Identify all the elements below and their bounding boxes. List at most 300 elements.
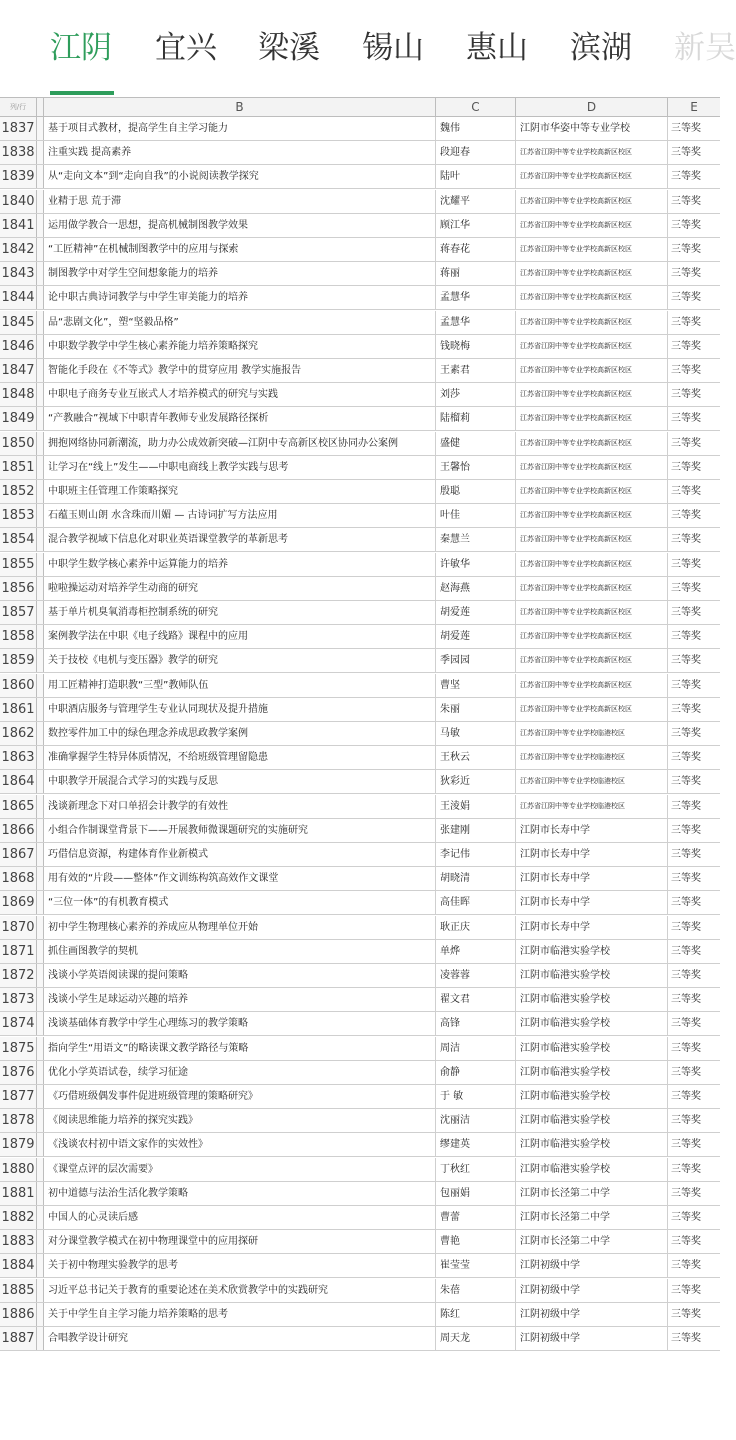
cell-author[interactable]: 丁秋红 xyxy=(436,1158,516,1181)
cell-author[interactable]: 段迎春 xyxy=(436,141,516,164)
cell-title[interactable]: 用有效的“片段——整体”作文训练构筑高效作文课堂 xyxy=(44,867,436,890)
cell-unit[interactable]: 江阴市长寿中学 xyxy=(516,916,668,939)
cell-author[interactable]: 高锋 xyxy=(436,1012,516,1035)
row-number[interactable]: 1879 xyxy=(0,1133,37,1156)
table-row[interactable] xyxy=(0,891,720,915)
cell-author[interactable]: 缪建英 xyxy=(436,1133,516,1156)
cell-title[interactable]: 指向学生“用语文”的略读课文教学路径与策略 xyxy=(44,1037,436,1060)
cell-unit[interactable]: 江苏省江阴中等专业学校临港校区 xyxy=(516,746,668,769)
cell-title[interactable]: 浅谈小学生足球运动兴趣的培养 xyxy=(44,988,436,1011)
row-number[interactable]: 1876 xyxy=(0,1061,37,1084)
tab-1[interactable]: 宜兴 xyxy=(155,30,217,66)
cell-award[interactable]: 三等奖 xyxy=(671,776,701,788)
table-row[interactable] xyxy=(0,601,720,625)
cell-award[interactable]: 三等奖 xyxy=(671,413,701,425)
cell-title[interactable]: 让学习在“线上”发生——中职电商线上教学实践与思考 xyxy=(44,456,436,479)
cell-author[interactable]: 曹蕾 xyxy=(436,1206,516,1229)
table-row[interactable] xyxy=(0,1327,720,1351)
cell-title[interactable]: 智能化手段在《不等式》教学中的贯穿应用 教学实施报告 xyxy=(44,359,436,382)
cell-author[interactable]: 沈耀平 xyxy=(436,190,516,213)
cell-award[interactable]: 三等奖 xyxy=(671,1308,701,1320)
table-row[interactable] xyxy=(0,746,720,770)
cell-award[interactable]: 三等奖 xyxy=(671,897,701,909)
cell-award[interactable]: 三等奖 xyxy=(671,1115,701,1127)
cell-award[interactable]: 三等奖 xyxy=(671,534,701,546)
row-number[interactable]: 1866 xyxy=(0,819,37,842)
cell-author[interactable]: 孟慧华 xyxy=(436,311,516,334)
cell-title[interactable]: 石蕴玉则山朗 水含珠而川媚 — 古诗词扩写方法应用 xyxy=(44,504,436,527)
row-number[interactable]: 1850 xyxy=(0,432,37,455)
cell-title[interactable]: 关于中学生自主学习能力培养策略的思考 xyxy=(44,1303,436,1326)
tab-4[interactable]: 惠山 xyxy=(466,30,528,66)
row-number[interactable]: 1847 xyxy=(0,359,37,382)
table-row[interactable] xyxy=(0,262,720,286)
row-number[interactable]: 1859 xyxy=(0,649,37,672)
cell-unit[interactable]: 江苏省江阴中等专业学校高新区校区 xyxy=(516,190,668,213)
cell-award[interactable]: 三等奖 xyxy=(671,728,701,739)
cell-title[interactable]: 注重实践 提高素养 xyxy=(44,141,436,164)
cell-author[interactable]: 胡爱莲 xyxy=(436,601,516,624)
cell-title[interactable]: 基于项目式教材，提高学生自主学习能力 xyxy=(44,117,436,140)
cell-author[interactable]: 耿正庆 xyxy=(436,916,516,939)
cell-award[interactable]: 三等奖 xyxy=(671,558,701,570)
cell-unit[interactable]: 江阴市长泾第二中学 xyxy=(516,1182,668,1205)
cell-title[interactable]: 关于初中物理实验教学的思考 xyxy=(44,1254,436,1277)
cell-title[interactable]: 基于单片机臭氧消毒柜控制系统的研究 xyxy=(44,601,436,624)
cell-award[interactable]: 三等奖 xyxy=(671,123,701,134)
cell-author[interactable]: 胡晓清 xyxy=(436,867,516,890)
cell-unit[interactable]: 江苏省江阴中等专业学校高新区校区 xyxy=(516,601,668,624)
cell-author[interactable]: 马敏 xyxy=(436,722,516,745)
corner-cell[interactable]: 列/行 xyxy=(0,98,37,116)
cell-unit[interactable]: 江阴市临港实验学校 xyxy=(516,964,668,987)
cell-award[interactable]: 三等奖 xyxy=(671,703,701,715)
cell-title[interactable]: 从“走向文本”到“走向自我”的小说阅读教学探究 xyxy=(44,165,436,188)
cell-author[interactable]: 周洁 xyxy=(436,1037,516,1060)
cell-unit[interactable]: 江苏省江阴中等专业学校高新区校区 xyxy=(516,456,668,479)
cell-unit[interactable]: 江苏省江阴中等专业学校高新区校区 xyxy=(516,480,668,503)
row-number[interactable]: 1867 xyxy=(0,843,37,866)
table-row[interactable] xyxy=(0,238,720,262)
row-number[interactable]: 1843 xyxy=(0,262,37,285)
table-row[interactable] xyxy=(0,1182,720,1206)
cell-unit[interactable]: 江阴市临港实验学校 xyxy=(516,1158,668,1181)
table-row[interactable] xyxy=(0,674,720,698)
cell-unit[interactable]: 江苏省江阴中等专业学校高新区校区 xyxy=(516,141,668,164)
row-number[interactable]: 1845 xyxy=(0,311,37,334)
cell-author[interactable]: 陈红 xyxy=(436,1303,516,1326)
row-number[interactable]: 1873 xyxy=(0,988,37,1011)
cell-unit[interactable]: 江阴初级中学 xyxy=(516,1303,668,1326)
table-row[interactable] xyxy=(0,770,720,794)
row-number[interactable]: 1855 xyxy=(0,553,37,576)
cell-unit[interactable]: 江阴市临港实验学校 xyxy=(516,1061,668,1084)
cell-award[interactable]: 三等奖 xyxy=(671,244,701,255)
row-number[interactable]: 1862 xyxy=(0,722,37,745)
cell-author[interactable]: 蒋丽 xyxy=(436,262,516,285)
cell-unit[interactable]: 江阴初级中学 xyxy=(516,1327,668,1350)
table-row[interactable] xyxy=(0,1012,720,1036)
row-number[interactable]: 1882 xyxy=(0,1206,37,1229)
cell-author[interactable]: 钱晓梅 xyxy=(436,335,516,358)
cell-unit[interactable]: 江苏省江阴中等专业学校高新区校区 xyxy=(516,214,668,237)
table-row[interactable] xyxy=(0,504,720,528)
cell-title[interactable]: 习近平总书记关于教育的重要论述在美术欣赏教学中的实践研究 xyxy=(44,1279,436,1302)
table-row[interactable] xyxy=(0,141,720,165)
cell-award[interactable]: 三等奖 xyxy=(671,655,701,667)
cell-award[interactable]: 三等奖 xyxy=(671,1018,701,1030)
cell-title[interactable]: 论中职古典诗词教学与中学生审美能力的培养 xyxy=(44,286,436,309)
cell-unit[interactable]: 江苏省江阴中等专业学校高新区校区 xyxy=(516,577,668,600)
row-number[interactable]: 1877 xyxy=(0,1085,37,1108)
cell-title[interactable]: 中国人的心灵读后感 xyxy=(44,1206,436,1229)
cell-award[interactable]: 三等奖 xyxy=(671,921,701,933)
cell-author[interactable]: 孟慧华 xyxy=(436,286,516,309)
table-row[interactable] xyxy=(0,383,720,407)
cell-award[interactable]: 三等奖 xyxy=(671,970,701,981)
row-number[interactable]: 1869 xyxy=(0,891,37,914)
table-row[interactable] xyxy=(0,1133,720,1157)
table-row[interactable] xyxy=(0,335,720,359)
table-row[interactable] xyxy=(0,528,720,552)
cell-award[interactable]: 三等奖 xyxy=(671,824,701,836)
cell-title[interactable]: 中职学生数学核心素养中运算能力的培养 xyxy=(44,553,436,576)
row-number[interactable]: 1864 xyxy=(0,770,37,793)
cell-author[interactable]: 俞静 xyxy=(436,1061,516,1084)
cell-title[interactable]: 《巧借班级偶发事件促进班级管理的策略研究》 xyxy=(44,1085,436,1108)
cell-title[interactable]: 小组合作制课堂背景下——开展教师微课题研究的实施研究 xyxy=(44,819,436,842)
row-number[interactable]: 1858 xyxy=(0,625,37,648)
row-number[interactable]: 1856 xyxy=(0,577,37,600)
cell-title[interactable]: 数控零件加工中的绿色理念养成思政教学案例 xyxy=(44,722,436,745)
table-row[interactable] xyxy=(0,1206,720,1230)
cell-award[interactable]: 三等奖 xyxy=(671,171,701,183)
row-number[interactable]: 1853 xyxy=(0,504,37,527)
row-number[interactable]: 1841 xyxy=(0,214,37,237)
cell-title[interactable]: 中职教学开展混合式学习的实践与反思 xyxy=(44,770,436,793)
table-row[interactable] xyxy=(0,117,720,141)
cell-author[interactable]: 李记伟 xyxy=(436,843,516,866)
cell-award[interactable]: 三等奖 xyxy=(671,631,701,643)
cell-title[interactable]: 合唱教学设计研究 xyxy=(44,1327,436,1350)
row-number[interactable]: 1883 xyxy=(0,1230,37,1253)
row-number[interactable]: 1884 xyxy=(0,1254,37,1277)
cell-title[interactable]: 品“悲剧文化”，塑“坚毅品格” xyxy=(44,311,436,334)
cell-title[interactable]: 啦啦操运动对培养学生动商的研究 xyxy=(44,577,436,600)
cell-award[interactable]: 三等奖 xyxy=(671,1163,701,1175)
table-row[interactable] xyxy=(0,214,720,238)
cell-author[interactable]: 张建刚 xyxy=(436,819,516,842)
row-number[interactable]: 1868 xyxy=(0,867,37,890)
cell-unit[interactable]: 江苏省江阴中等专业学校临港校区 xyxy=(516,722,668,745)
table-row[interactable] xyxy=(0,480,720,504)
cell-author[interactable]: 朱丽 xyxy=(436,698,516,721)
cell-unit[interactable]: 江阴市长寿中学 xyxy=(516,819,668,842)
table-row[interactable] xyxy=(0,553,720,577)
cell-author[interactable]: 叶佳 xyxy=(436,504,516,527)
row-number[interactable]: 1848 xyxy=(0,383,37,406)
cell-author[interactable]: 殷聪 xyxy=(436,480,516,503)
cell-author[interactable]: 王馨怡 xyxy=(436,456,516,479)
cell-unit[interactable]: 江阴市临港实验学校 xyxy=(516,940,668,963)
table-row[interactable] xyxy=(0,867,720,891)
cell-unit[interactable]: 江苏省江阴中等专业学校高新区校区 xyxy=(516,311,668,334)
cell-unit[interactable]: 江苏省江阴中等专业学校高新区校区 xyxy=(516,625,668,648)
cell-unit[interactable]: 江阴市长寿中学 xyxy=(516,843,668,866)
cell-author[interactable]: 周天龙 xyxy=(436,1327,516,1350)
table-row[interactable] xyxy=(0,432,720,456)
table-row[interactable] xyxy=(0,1303,720,1327)
row-number[interactable]: 1838 xyxy=(0,141,37,164)
cell-title[interactable]: 中职数学教学中学生核心素养能力培养策略探究 xyxy=(44,335,436,358)
table-row[interactable] xyxy=(0,1109,720,1133)
cell-award[interactable]: 三等奖 xyxy=(671,486,701,497)
cell-title[interactable]: 用工匠精神打造职教“三型”教师队伍 xyxy=(44,674,436,697)
cell-author[interactable]: 刘莎 xyxy=(436,383,516,406)
cell-award[interactable]: 三等奖 xyxy=(671,873,701,885)
cell-title[interactable]: 拥抱网络协同新潮流，助力办公成效新突破—江阴中专高新区校区协同办公案例 xyxy=(44,432,436,455)
cell-author[interactable]: 沈丽洁 xyxy=(436,1109,516,1132)
row-number[interactable]: 1839 xyxy=(0,165,37,188)
cell-award[interactable]: 三等奖 xyxy=(671,994,701,1006)
cell-unit[interactable]: 江苏省江阴中等专业学校高新区校区 xyxy=(516,407,668,430)
cell-award[interactable]: 三等奖 xyxy=(671,365,701,376)
table-row[interactable] xyxy=(0,1279,720,1303)
cell-unit[interactable]: 江阴市长泾第二中学 xyxy=(516,1230,668,1253)
cell-award[interactable]: 三等奖 xyxy=(671,461,701,473)
cell-title[interactable]: 初中学生物理核心素养的养成应从物理单位开始 xyxy=(44,916,436,939)
cell-author[interactable]: 曹坚 xyxy=(436,674,516,697)
cell-author[interactable]: 蒋春花 xyxy=(436,238,516,261)
cell-unit[interactable]: 江苏省江阴中等专业学校高新区校区 xyxy=(516,383,668,406)
cell-unit[interactable]: 江阴市华姿中等专业学校 xyxy=(516,117,668,140)
cell-author[interactable]: 王素君 xyxy=(436,359,516,382)
cell-unit[interactable]: 江苏省江阴中等专业学校高新区校区 xyxy=(516,553,668,576)
cell-unit[interactable]: 江苏省江阴中等专业学校高新区校区 xyxy=(516,238,668,261)
column-header-b[interactable]: B xyxy=(44,98,436,116)
cell-title[interactable]: “产教融合”视域下中职青年教师专业发展路径探析 xyxy=(44,407,436,430)
cell-award[interactable]: 三等奖 xyxy=(671,1042,701,1054)
cell-author[interactable]: 顾江华 xyxy=(436,214,516,237)
cell-author[interactable]: 许敏华 xyxy=(436,553,516,576)
table-row[interactable] xyxy=(0,722,720,746)
table-row[interactable] xyxy=(0,795,720,819)
cell-author[interactable]: 陆榴莉 xyxy=(436,407,516,430)
tab-3[interactable]: 锡山 xyxy=(362,30,424,66)
cell-title[interactable]: 运用做学教合一思想，提高机械制图教学效果 xyxy=(44,214,436,237)
cell-unit[interactable]: 江苏省江阴中等专业学校高新区校区 xyxy=(516,698,668,721)
cell-award[interactable]: 三等奖 xyxy=(671,510,701,522)
table-row[interactable] xyxy=(0,407,720,431)
cell-author[interactable]: 王淩娟 xyxy=(436,795,516,818)
cell-title[interactable]: 浅谈新理念下对口单招会计教学的有效性 xyxy=(44,795,436,818)
cell-award[interactable]: 三等奖 xyxy=(671,582,701,594)
cell-author[interactable]: 胡爱莲 xyxy=(436,625,516,648)
table-row[interactable] xyxy=(0,625,720,649)
row-number[interactable]: 1854 xyxy=(0,528,37,551)
row-number[interactable]: 1880 xyxy=(0,1158,37,1181)
row-number[interactable]: 1849 xyxy=(0,407,37,430)
cell-title[interactable]: 案例教学法在中职《电子线路》课程中的应用 xyxy=(44,625,436,648)
cell-title[interactable]: 《阅读思维能力培养的探究实践》 xyxy=(44,1109,436,1132)
table-row[interactable] xyxy=(0,359,720,383)
cell-author[interactable]: 高佳晖 xyxy=(436,891,516,914)
cell-title[interactable]: “三位一体”的有机教育模式 xyxy=(44,891,436,914)
table-row[interactable] xyxy=(0,190,720,214)
cell-title[interactable]: 浅谈小学英语阅读课的提问策略 xyxy=(44,964,436,987)
cell-author[interactable]: 曹艳 xyxy=(436,1230,516,1253)
cell-unit[interactable]: 江阴市临港实验学校 xyxy=(516,1037,668,1060)
table-row[interactable] xyxy=(0,988,720,1012)
cell-unit[interactable]: 江苏省江阴中等专业学校临港校区 xyxy=(516,795,668,818)
table-row[interactable] xyxy=(0,916,720,940)
table-row[interactable] xyxy=(0,649,720,673)
cell-author[interactable]: 凌蓉蓉 xyxy=(436,964,516,987)
cell-author[interactable]: 翟文君 xyxy=(436,988,516,1011)
cell-title[interactable]: 《课堂点评的层次需要》 xyxy=(44,1158,436,1181)
row-number[interactable]: 1851 xyxy=(0,456,37,479)
cell-unit[interactable]: 江阴初级中学 xyxy=(516,1254,668,1277)
cell-award[interactable]: 三等奖 xyxy=(671,147,701,159)
cell-author[interactable]: 秦慧兰 xyxy=(436,528,516,551)
tab-2[interactable]: 梁溪 xyxy=(258,30,320,66)
cell-title[interactable]: 关于技校《电机与变压器》教学的研究 xyxy=(44,649,436,672)
cell-author[interactable]: 朱蓓 xyxy=(436,1279,516,1302)
cell-unit[interactable]: 江苏省江阴中等专业学校高新区校区 xyxy=(516,165,668,188)
tab-5[interactable]: 滨湖 xyxy=(570,30,632,66)
cell-title[interactable]: 对分课堂教学模式在初中物理课堂中的应用探研 xyxy=(44,1230,436,1253)
cell-award[interactable]: 三等奖 xyxy=(671,1066,701,1078)
table-row[interactable] xyxy=(0,577,720,601)
row-number[interactable]: 1863 xyxy=(0,746,37,769)
column-header-d[interactable]: D xyxy=(516,98,668,116)
row-number[interactable]: 1861 xyxy=(0,698,37,721)
cell-author[interactable]: 季园园 xyxy=(436,649,516,672)
table-row[interactable] xyxy=(0,698,720,722)
row-number[interactable]: 1875 xyxy=(0,1037,37,1060)
cell-unit[interactable]: 江苏省江阴中等专业学校高新区校区 xyxy=(516,335,668,358)
cell-author[interactable]: 盛健 xyxy=(436,432,516,455)
row-number[interactable]: 1881 xyxy=(0,1182,37,1205)
cell-unit[interactable]: 江苏省江阴中等专业学校临港校区 xyxy=(516,770,668,793)
cell-award[interactable]: 三等奖 xyxy=(671,679,701,691)
cell-award[interactable]: 三等奖 xyxy=(671,607,701,618)
cell-author[interactable]: 单烨 xyxy=(436,940,516,963)
table-row[interactable] xyxy=(0,940,720,964)
cell-award[interactable]: 三等奖 xyxy=(671,1236,701,1248)
column-header-e[interactable]: E xyxy=(690,100,698,114)
cell-award[interactable]: 三等奖 xyxy=(671,849,701,860)
cell-award[interactable]: 三等奖 xyxy=(671,1260,701,1272)
column-header-c[interactable]: C xyxy=(436,98,516,116)
row-number[interactable]: 1840 xyxy=(0,190,37,213)
table-row[interactable] xyxy=(0,1061,720,1085)
spreadsheet[interactable] xyxy=(0,97,720,1357)
table-row[interactable] xyxy=(0,165,720,189)
cell-author[interactable]: 陆叶 xyxy=(436,165,516,188)
cell-award[interactable]: 三等奖 xyxy=(671,1139,701,1151)
table-row[interactable] xyxy=(0,819,720,843)
cell-unit[interactable]: 江阴市临港实验学校 xyxy=(516,1085,668,1108)
cell-title[interactable]: 中职班主任管理工作策略探究 xyxy=(44,480,436,503)
table-row[interactable] xyxy=(0,1158,720,1182)
cell-title[interactable]: 《浅谈农村初中语文家作的实效性》 xyxy=(44,1133,436,1156)
row-number[interactable]: 1846 xyxy=(0,335,37,358)
cell-award[interactable]: 三等奖 xyxy=(671,1333,701,1344)
cell-unit[interactable]: 江阴初级中学 xyxy=(516,1279,668,1302)
row-number[interactable]: 1852 xyxy=(0,480,37,503)
row-number[interactable]: 1872 xyxy=(0,964,37,987)
cell-unit[interactable]: 江苏省江阴中等专业学校高新区校区 xyxy=(516,674,668,697)
cell-award[interactable]: 三等奖 xyxy=(671,1187,701,1199)
table-row[interactable] xyxy=(0,286,720,310)
cell-unit[interactable]: 江阴市临港实验学校 xyxy=(516,988,668,1011)
cell-award[interactable]: 三等奖 xyxy=(671,195,701,207)
cell-author[interactable]: 包丽娟 xyxy=(436,1182,516,1205)
cell-author[interactable]: 王秋云 xyxy=(436,746,516,769)
cell-award[interactable]: 三等奖 xyxy=(671,219,701,231)
row-number[interactable]: 1886 xyxy=(0,1303,37,1326)
cell-unit[interactable]: 江阴市临港实验学校 xyxy=(516,1133,668,1156)
cell-unit[interactable]: 江苏省江阴中等专业学校高新区校区 xyxy=(516,286,668,309)
cell-award[interactable]: 三等奖 xyxy=(671,752,701,764)
cell-title[interactable]: 中职酒店服务与管理学生专业认同现状及提升措施 xyxy=(44,698,436,721)
cell-title[interactable]: 浅谈基础体育教学中学生心理练习的教学策略 xyxy=(44,1012,436,1035)
row-number[interactable]: 1837 xyxy=(0,117,37,140)
row-number[interactable]: 1874 xyxy=(0,1012,37,1035)
table-row[interactable] xyxy=(0,311,720,335)
cell-title[interactable]: 混合教学视域下信息化对职业英语课堂教学的革新思考 xyxy=(44,528,436,551)
tab-6[interactable]: 新吴 xyxy=(674,30,736,66)
row-number[interactable]: 1871 xyxy=(0,940,37,963)
row-number[interactable]: 1860 xyxy=(0,674,37,697)
cell-unit[interactable]: 江阴市临港实验学校 xyxy=(516,1012,668,1035)
cell-unit[interactable]: 江苏省江阴中等专业学校高新区校区 xyxy=(516,262,668,285)
cell-unit[interactable]: 江苏省江阴中等专业学校高新区校区 xyxy=(516,649,668,672)
cell-author[interactable]: 狄彩近 xyxy=(436,770,516,793)
cell-unit[interactable]: 江苏省江阴中等专业学校高新区校区 xyxy=(516,504,668,527)
cell-title[interactable]: 优化小学英语试卷，续学习征途 xyxy=(44,1061,436,1084)
cell-author[interactable]: 崔莹莹 xyxy=(436,1254,516,1277)
table-row[interactable] xyxy=(0,843,720,867)
cell-title[interactable]: 制图教学中对学生空间想象能力的培养 xyxy=(44,262,436,285)
cell-award[interactable]: 三等奖 xyxy=(671,1091,701,1102)
cell-award[interactable]: 三等奖 xyxy=(671,292,701,304)
cell-author[interactable]: 赵海燕 xyxy=(436,577,516,600)
cell-award[interactable]: 三等奖 xyxy=(671,389,701,401)
row-number[interactable]: 1842 xyxy=(0,238,37,261)
tab-0[interactable]: 江阴 xyxy=(50,30,112,66)
cell-unit[interactable]: 江苏省江阴中等专业学校高新区校区 xyxy=(516,359,668,382)
table-row[interactable] xyxy=(0,1085,720,1109)
cell-unit[interactable]: 江阴市长泾第二中学 xyxy=(516,1206,668,1229)
cell-author[interactable]: 魏伟 xyxy=(436,117,516,140)
cell-award[interactable]: 三等奖 xyxy=(671,268,701,280)
table-row[interactable] xyxy=(0,456,720,480)
row-number[interactable]: 1857 xyxy=(0,601,37,624)
cell-award[interactable]: 三等奖 xyxy=(671,437,701,449)
table-row[interactable] xyxy=(0,1254,720,1278)
cell-author[interactable]: 于 敏 xyxy=(436,1085,516,1108)
cell-unit[interactable]: 江阴市长寿中学 xyxy=(516,891,668,914)
cell-unit[interactable]: 江阴市临港实验学校 xyxy=(516,1109,668,1132)
cell-title[interactable]: “工匠精神”在机械制图教学中的应用与探索 xyxy=(44,238,436,261)
cell-award[interactable]: 三等奖 xyxy=(671,945,701,957)
row-number[interactable]: 1844 xyxy=(0,286,37,309)
cell-title[interactable]: 巧借信息资源，构建体育作业新模式 xyxy=(44,843,436,866)
cell-unit[interactable]: 江苏省江阴中等专业学校高新区校区 xyxy=(516,528,668,551)
cell-unit[interactable]: 江阴市长寿中学 xyxy=(516,867,668,890)
